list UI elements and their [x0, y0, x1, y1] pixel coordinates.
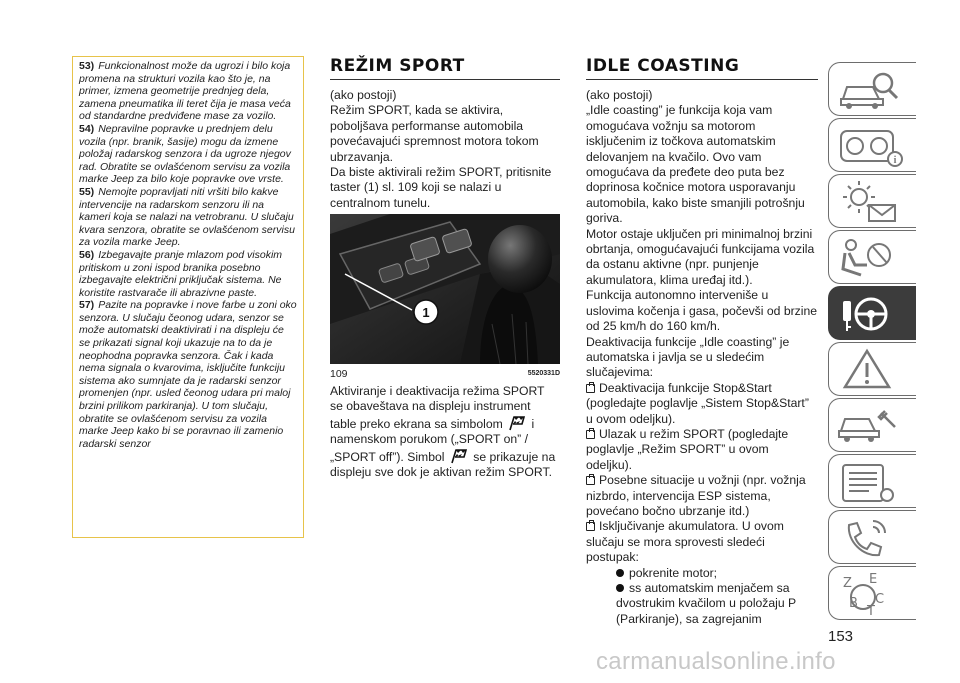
- checkbox-bullet-icon: [586, 384, 595, 393]
- tab-data-list[interactable]: [828, 454, 916, 508]
- list-item: Ulazak u režim SPORT (pogledajte poglavlje „Režim SPORT” u ovom odeljku).: [586, 426, 789, 472]
- svg-text:B: B: [849, 596, 858, 611]
- tab-car-search[interactable]: [828, 62, 916, 116]
- tab-dashboard-info[interactable]: [828, 118, 916, 172]
- sport-flag-icon: [450, 448, 468, 464]
- idle-heading: IDLE COASTING: [586, 56, 818, 80]
- tab-seat-airbag[interactable]: [828, 230, 916, 284]
- media-phone-icon: [829, 511, 916, 564]
- sport-flag-icon: [508, 415, 526, 431]
- warning-55: 55) Nemojte popravljati niti vršiti bilo kakve intervencije na radarskom senzoru ili na kameri koja se nalazi na vetrobranu. U slučaju kvara senzora, obratite se ovlašćenom servisu za vozila marke Jeep.: [79, 185, 295, 249]
- page-number: 153: [828, 628, 854, 645]
- svg-text:T: T: [867, 604, 875, 619]
- seat-airbag-icon: [829, 231, 916, 284]
- key-steering-icon: [829, 287, 916, 340]
- watermark: carmanualsonline.info: [596, 648, 836, 675]
- list-item: Isključivanje akumulatora. U ovom slučaju se mora sprovesti sledeći postupak:: [586, 519, 784, 565]
- checkbox-bullet-icon: [586, 430, 595, 439]
- tab-key-steering[interactable]: [828, 286, 916, 340]
- warnings-box: [72, 56, 304, 538]
- dot-bullet-icon: [616, 584, 624, 592]
- list-item: Posebne situacije u vožnji (npr. vožnja nizbrdo, intervencija ESP sistema, povećano bočno ubrzanje itd.): [586, 473, 806, 518]
- svg-text:i: i: [893, 155, 897, 166]
- dashboard-info-icon: [829, 119, 916, 172]
- sport-paragraph-3: Aktiviranje i deaktivacija režima SPORT se obaveštava na displeju instrument table preko ekrana sa simbolom i namenskom porukom („SPORT on” / „SPORT off”). Simbol se prikazuje na displeju sve dok je aktivan režim SPORT.: [330, 384, 556, 480]
- svg-text:Z: Z: [843, 576, 852, 591]
- svg-text:E: E: [869, 572, 878, 587]
- sport-section: [330, 56, 560, 211]
- idle-paragraph-1: „Idle coasting” je funkcija koja vam omogućava vožnju sa motorom isključenim iz točkova automatskim delovanjem na kvačilo. Ovo vam omogućava da pređete deo puta bez doprinosa kočnice motora usporavanju automobila, kako biste smanjili potrošnju goriva.: [586, 103, 805, 226]
- sub-list-item: ss automatskim menjačem sa dvostrukim kvačilom u položaju P (Parkiranje), sa zagrejanim: [616, 581, 796, 626]
- tab-lights-mail[interactable]: [828, 174, 916, 228]
- idle-paragraph-3: Funkcija autonomno interveniše u uslovima kočenja i gasa, počevši od brzine od 25 km/h do 160 km/h.: [586, 288, 818, 334]
- warning-57: 57) Pazite na popravke i nove farbe u zoni oko senzora. U slučaju čeonog udara, senzor se može automatski deaktivirati i na displeju će se prikazati signal koji ukazuje na to da je neophodna popravka senzora. Čak i kada nema signala o kvarovima, isključite funkciju sistema ako sumnjate da je radarski senzor promenjen (npr. usled čeonog udara pri maloj brzini prilikom parkiranja). U tom slučaju, obratite se ovlašćenom servisu za vozila marke Jeep kako bi se poravnao ili zamenio radarski senzor: [79, 299, 297, 450]
- figure-caption: [330, 368, 560, 380]
- idle-coasting-section: [586, 56, 818, 627]
- figure-number: 109: [330, 368, 348, 380]
- tab-warning[interactable]: [828, 342, 916, 396]
- dot-bullet-icon: [616, 569, 624, 577]
- list-item: Deaktivacija funkcije Stop&Start (pogledajte poglavlje „Sistem Stop&Start” u ovom odeljku).: [586, 380, 809, 426]
- car-service-icon: [829, 399, 916, 452]
- warning-54: 54) Nepravilne popravke u prednjem delu vozila (npr. branik, šasije) mogu da izmene položaj radarskog senzora i da ugroze njegov rad. Obratite se ovlašćenom servisu za vozila marke Jeep za bilo koje popravke ove vrste.: [79, 122, 291, 186]
- tab-car-service[interactable]: [828, 398, 916, 452]
- sport-section-cont: [330, 384, 560, 480]
- checkbox-bullet-icon: [586, 476, 595, 485]
- sport-availability: (ako postoji): [330, 88, 397, 102]
- sub-list-item: pokrenite motor;: [586, 566, 818, 581]
- car-search-icon: [829, 63, 916, 116]
- alphabet-index-icon: [829, 567, 916, 620]
- warning-56: 56) Izbegavajte pranje mlazom pod visokim pritiskom u zoni ispod branika posebno izbegavajte električni priključak sistema. Ne koristite rastvarače ili abrazivne paste.: [79, 248, 283, 299]
- callout-number: 1: [422, 305, 430, 320]
- idle-availability: (ako postoji): [586, 88, 653, 102]
- light-mail-icon: [829, 175, 916, 228]
- tab-alphabet-index[interactable]: [828, 566, 916, 620]
- warning-53: 53) Funkcionalnost može da ugrozi i bilo koja promena na strukturi vozila kao što je, na primer, izmena geometrije prednjeg dela, zamena pneumatika ili teret čija je masa veća od standardne predviđene mase za vozilo.: [79, 60, 291, 123]
- sport-paragraph-2: Da biste aktivirali režim SPORT, pritisnite taster (1) sl. 109 koji se nalazi u centralnom tunelu.: [330, 165, 552, 210]
- checkbox-bullet-icon: [586, 522, 595, 531]
- sport-heading: REŽIM SPORT: [330, 56, 560, 80]
- tab-media-phone[interactable]: [828, 510, 916, 564]
- figure-code: 5520331D: [527, 370, 560, 377]
- gear-selector-photo: [330, 214, 560, 364]
- data-list-icon: [829, 455, 916, 508]
- svg-text:C: C: [875, 592, 885, 607]
- idle-paragraph-4: Deaktivacija funkcije „Idle coasting” je automatska i javlja se u sledećim slučajevima:: [586, 334, 790, 380]
- sport-paragraph-1: Režim SPORT, kada se aktivira, poboljšava performanse automobila povećavajući spremnost motora tokom ubrzavanja.: [330, 103, 539, 164]
- idle-paragraph-2: Motor ostaje uključen pri minimalnoj brzini obrtanja, omogućavajući funkcijama vozila da ostanu aktivne (npr. punjenje akumulatora, klima uređaj itd.).: [586, 226, 815, 287]
- warning-triangle-icon: [829, 343, 916, 396]
